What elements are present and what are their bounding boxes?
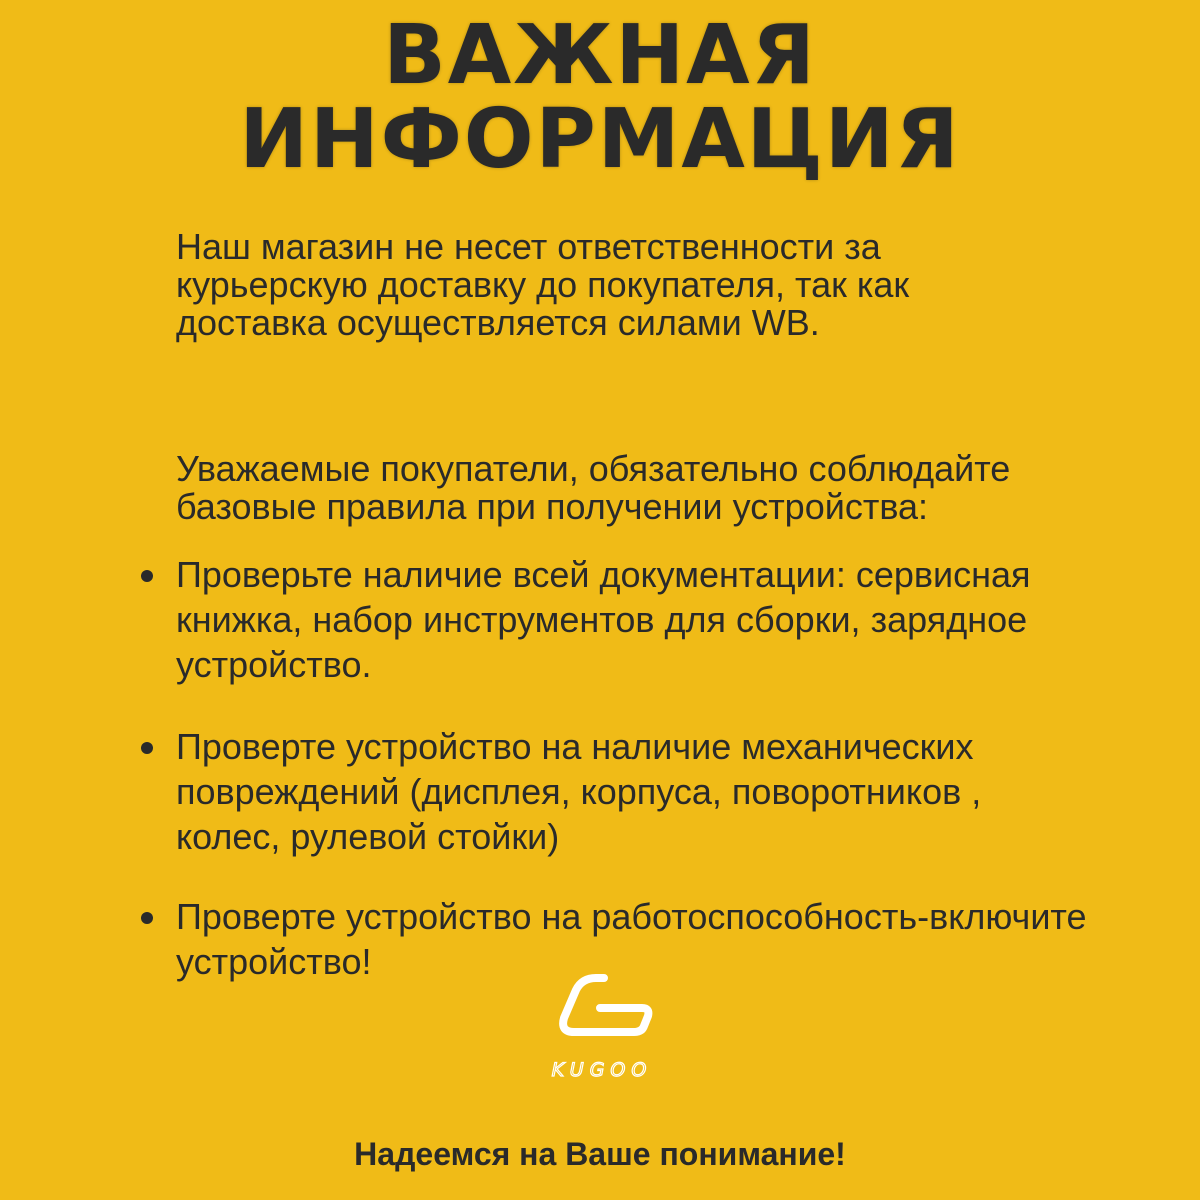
checklist-line: устройство. bbox=[176, 644, 372, 685]
bullet-icon bbox=[141, 912, 153, 924]
intro-line: Уважаемые покупатели, обязательно соблюдайте bbox=[176, 448, 1011, 489]
intro-line: базовые правила при получении устройства: bbox=[176, 486, 929, 527]
checklist-item-documents bbox=[176, 552, 1166, 687]
notice-line: Наш магазин не несет ответственности за bbox=[176, 226, 881, 267]
page-title-line-2: ИНФОРМАЦИЯ bbox=[239, 92, 961, 187]
kugoo-logo-svg bbox=[530, 968, 675, 1088]
checklist-item-damage bbox=[176, 724, 1166, 859]
kugoo-logo-text: KUGOO bbox=[551, 1059, 653, 1081]
intro-text bbox=[176, 450, 1136, 526]
notice-line: доставка осуществляется силами WB. bbox=[176, 302, 820, 343]
delivery-notice bbox=[176, 228, 1136, 342]
kugoo-logo-icon bbox=[530, 968, 675, 1088]
bullet-icon bbox=[141, 742, 153, 754]
checklist-line: повреждений (дисплея, корпуса, поворотников , bbox=[176, 771, 982, 812]
footer-message: Надеемся на Ваше понимание! bbox=[354, 1136, 846, 1172]
checklist-line: Проверьте наличие всей документации: сервисная bbox=[176, 554, 1031, 595]
checklist-line: книжка, набор инструментов для сборки, зарядное bbox=[176, 599, 1028, 640]
checklist-line: устройство! bbox=[176, 941, 372, 982]
bullet-icon bbox=[141, 570, 153, 582]
page-title-line-1: ВАЖНАЯ bbox=[383, 8, 817, 103]
notice-line: курьерскую доставку до покупателя, так как bbox=[176, 264, 910, 305]
checklist-line: Проверте устройство на работоспособность-включите bbox=[176, 896, 1087, 937]
checklist-line: колес, рулевой стойки) bbox=[176, 816, 560, 857]
checklist-line: Проверте устройство на наличие механических bbox=[176, 726, 974, 767]
page-title bbox=[0, 8, 1200, 187]
